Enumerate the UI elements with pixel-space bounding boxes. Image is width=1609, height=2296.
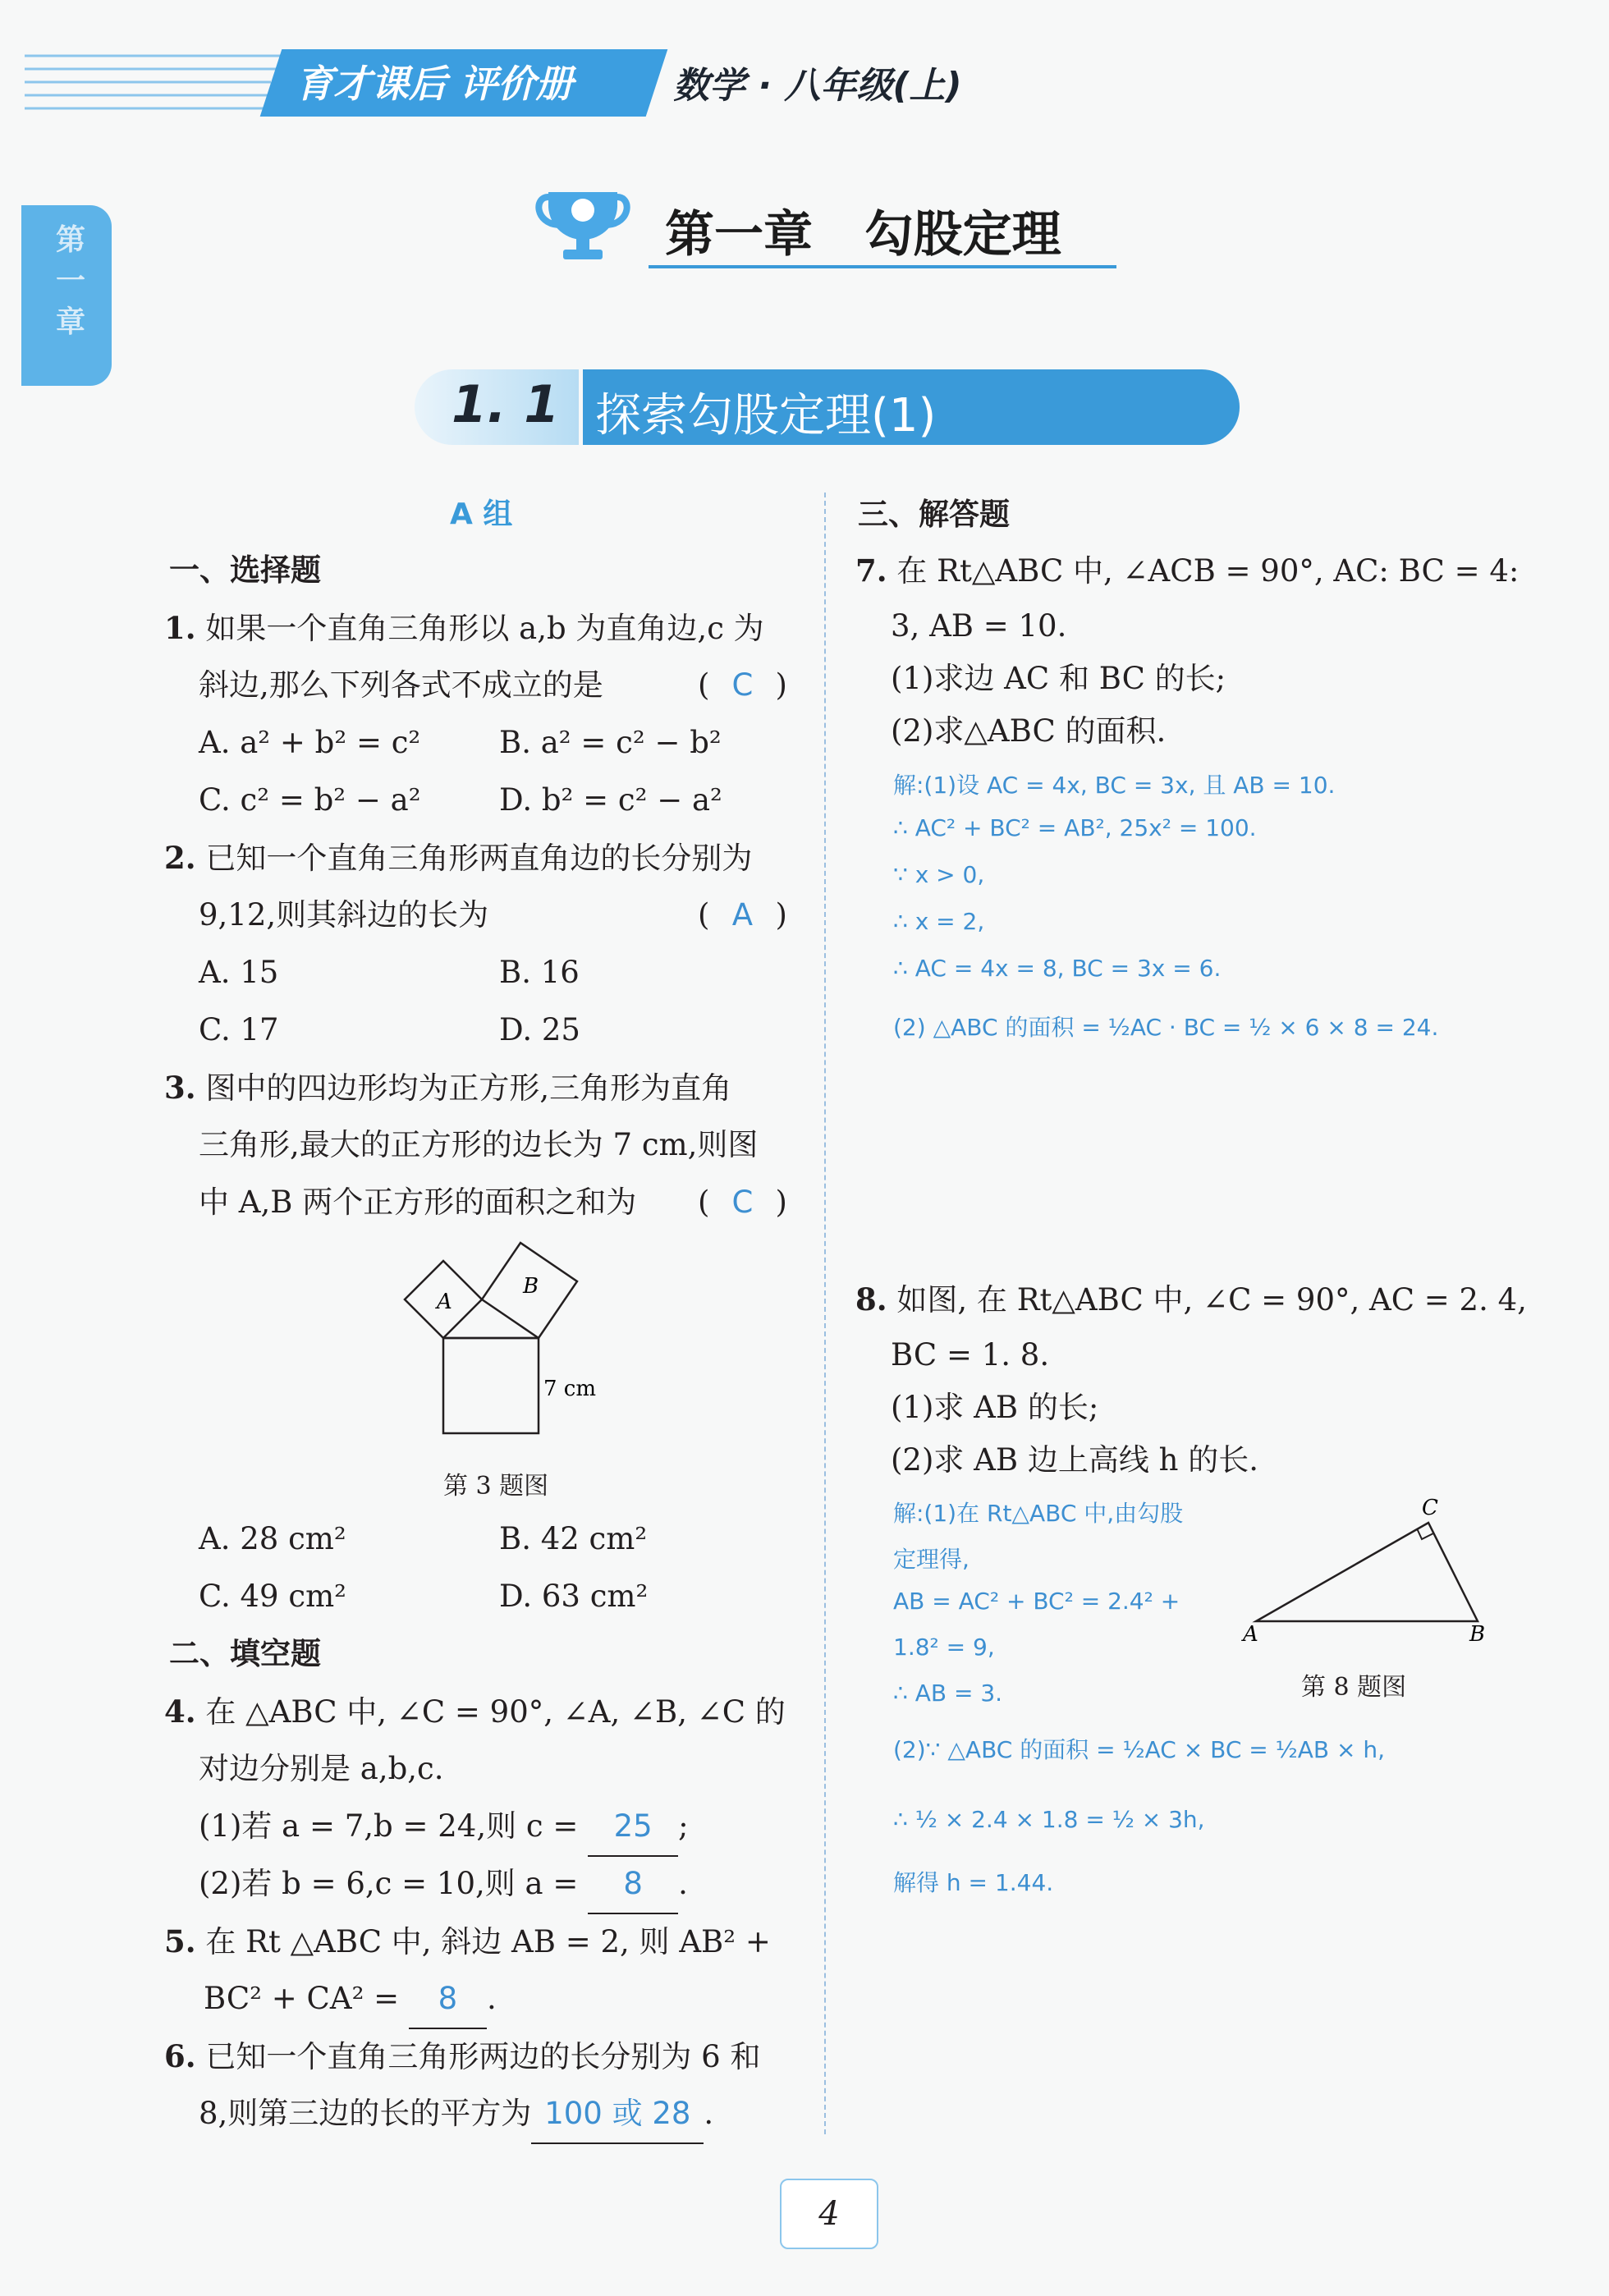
- q8-label-a: A: [1243, 1622, 1258, 1647]
- part2-heading: 二、填空题: [169, 1636, 321, 1671]
- q4-sub2: [199, 1855, 688, 1914]
- q6-text1: 已知一个直角三角形两边的长分别为 6 和: [205, 2039, 761, 2074]
- q7-sub1: (1)求边 AC 和 BC 的长;: [891, 661, 1226, 696]
- q7-sol-0: 解:(1)设 AC = 4x, BC = 3x, 且 AB = 10.: [893, 772, 1336, 799]
- q5-number: 5.: [164, 1923, 196, 1959]
- q4-sub1: [199, 1798, 689, 1857]
- part3-heading: 三、解答题: [858, 497, 1010, 532]
- q4-number: 4.: [164, 1693, 196, 1730]
- q7-line1: [855, 542, 1519, 600]
- q2-answer: A: [731, 897, 754, 933]
- q7-sub2: (2)求△ABC 的面积.: [891, 713, 1167, 749]
- header-bar: [25, 33, 1584, 131]
- q7-number: 7.: [855, 552, 887, 589]
- q1-line1: [164, 599, 764, 658]
- q8-sol-5: (2)∵ △ABC 的面积 = ½AC × BC = ½AB × h,: [893, 1736, 1386, 1763]
- q7-sol-3: ∴ x = 2,: [893, 908, 985, 935]
- q1-answer-paren: ( C ): [698, 657, 787, 714]
- q8-right-angle-mark: [1417, 1528, 1433, 1539]
- q1-answer: C: [731, 667, 754, 703]
- section-number: 1. 1: [452, 374, 560, 434]
- header-subject: 数学 · 八年级(上): [673, 65, 962, 107]
- q6-answer: 100 或 28: [531, 2085, 704, 2144]
- q7-sol-4: ∴ AC = 4x = 8, BC = 3x = 6.: [893, 955, 1222, 982]
- q6-text2: 8,则第三边的长的平方为: [199, 2096, 532, 2131]
- q4-text1: 在 △ABC 中, ∠C = 90°, ∠A, ∠B, ∠C 的: [205, 1694, 786, 1730]
- q3-label-length: 7 cm: [543, 1377, 597, 1401]
- part1-heading: 一、选择题: [169, 552, 321, 588]
- q6-number: 6.: [164, 2038, 196, 2074]
- q2-option-a: A. 15: [199, 955, 279, 990]
- q2-option-c: C. 17: [199, 1012, 279, 1047]
- page-number-box: [780, 2179, 878, 2249]
- q8-sub1: (1)求 AB 的长;: [891, 1390, 1099, 1425]
- q3-option-c: C. 49 cm²: [199, 1579, 346, 1614]
- q4-sub2-text: (2)若 b = 6,c = 10,则 a =: [199, 1866, 579, 1901]
- q8-triangle: [1256, 1523, 1478, 1621]
- q2-option-b: B. 16: [499, 955, 580, 990]
- q4-sub1-end: ;: [678, 1808, 689, 1844]
- q8-sol-4: ∴ AB = 3.: [893, 1680, 1003, 1707]
- q8-sol-2: AB = AC² + BC² = 2.4² +: [893, 1588, 1180, 1615]
- q6-line1: [164, 2028, 760, 2086]
- q4-sub2-end: .: [678, 1866, 688, 1901]
- q8-sol-1: 定理得,: [893, 1546, 970, 1573]
- q5-end: .: [486, 1981, 497, 2016]
- q3-number: 3.: [164, 1070, 196, 1106]
- q1-option-b: B. a² = c² − b²: [499, 725, 722, 760]
- q1-text1: 如果一个直角三角形以 a,b 为直角边,c 为: [205, 611, 764, 646]
- q3-answer: C: [731, 1185, 754, 1220]
- q8-text2: BC = 1. 8.: [891, 1337, 1050, 1373]
- q8-sol-3: 1.8² = 9,: [893, 1634, 995, 1661]
- q5-text2: BC² + CA² =: [204, 1981, 400, 2016]
- q7-sol-5: (2) △ABC 的面积 = ½AC · BC = ½ × 6 × 8 = 24.: [893, 1014, 1439, 1041]
- q2-number: 2.: [164, 840, 196, 876]
- q1-number: 1.: [164, 610, 196, 646]
- q8-sol-6: ∴ ½ × 2.4 × 1.8 = ½ × 3h,: [893, 1806, 1205, 1833]
- q8-line1: [855, 1271, 1527, 1329]
- q3-answer-paren: ( C ): [698, 1174, 787, 1231]
- q8-text1: 如图, 在 Rt△ABC 中, ∠C = 90°, AC = 2. 4,: [896, 1282, 1527, 1318]
- q1-option-a: A. a² + b² = c²: [199, 725, 421, 760]
- q5-line2: [204, 1970, 497, 2029]
- q5-text1: 在 Rt △ABC 中, 斜边 AB = 2, 则 AB² +: [205, 1924, 771, 1959]
- q8-sub2: (2)求 AB 边上高线 h 的长.: [891, 1442, 1258, 1478]
- group-label: A 组: [450, 497, 513, 531]
- q3-option-a: A. 28 cm²: [199, 1521, 346, 1556]
- q5-answer: 8: [409, 1970, 487, 2029]
- q2-text2: 9,12,则其斜边的长为: [199, 897, 489, 933]
- q4-answer2: 8: [588, 1855, 678, 1914]
- q5-line1: [164, 1913, 771, 1971]
- q4-text2: 对边分别是 a,b,c.: [199, 1751, 444, 1786]
- q2-option-d: D. 25: [499, 1012, 580, 1047]
- q8-sol-0: 解:(1)在 Rt△ABC 中,由勾股: [893, 1500, 1184, 1527]
- q1-option-c: C. c² = b² − a²: [199, 782, 421, 818]
- q8-label-c: C: [1422, 1496, 1438, 1520]
- q3-label-a: A: [437, 1290, 452, 1314]
- q7-text2: 3, AB = 10.: [891, 608, 1067, 644]
- header-series: 育才课后 评价册: [296, 62, 574, 106]
- chapter-title: 第一章 勾股定理: [665, 206, 1061, 264]
- q2-text1: 已知一个直角三角形两直角边的长分别为: [205, 841, 753, 876]
- page-number: 4: [818, 2195, 840, 2233]
- q4-sub1-text: (1)若 a = 7,b = 24,则 c =: [199, 1808, 579, 1844]
- q3-square-large: [443, 1338, 539, 1433]
- q2-line1: [164, 829, 752, 887]
- q8-figure: [1231, 1490, 1502, 1654]
- q8-label-b: B: [1469, 1622, 1486, 1647]
- side-chapter-tab: [21, 205, 112, 386]
- q3-text3: 中 A,B 两个正方形的面积之和为: [199, 1185, 637, 1220]
- q3-text1: 图中的四边形均为正方形,三角形为直角: [205, 1070, 732, 1106]
- section-banner: [415, 369, 1240, 445]
- q3-label-b: B: [523, 1274, 539, 1299]
- q1-option-d: D. b² = c² − a²: [499, 782, 722, 818]
- q3-figure: [386, 1231, 616, 1445]
- q8-number: 8.: [855, 1281, 887, 1318]
- trophy-icon: [534, 182, 632, 264]
- q6-end: .: [704, 2096, 714, 2131]
- q2-answer-paren: ( A ): [698, 887, 787, 944]
- q3-text2: 三角形,最大的正方形的边长为 7 cm,则图: [199, 1127, 759, 1162]
- column-divider: [824, 493, 826, 2134]
- q3-line1: [164, 1059, 731, 1117]
- q8-caption: 第 8 题图: [1301, 1673, 1407, 1702]
- q7-sol-2: ∵ x > 0,: [893, 861, 985, 888]
- q8-sol-7: 解得 h = 1.44.: [893, 1869, 1054, 1896]
- q4-answer1: 25: [588, 1798, 678, 1857]
- side-tab-label: 第一章: [55, 223, 85, 339]
- chapter-title-underline: [649, 265, 1116, 268]
- q4-line1: [164, 1683, 786, 1741]
- q7-sol-1: ∴ AC² + BC² = AB², 25x² = 100.: [893, 814, 1257, 841]
- q1-text2: 斜边,那么下列各式不成立的是: [199, 667, 603, 703]
- q3-caption: 第 3 题图: [443, 1472, 549, 1501]
- q6-line2: [199, 2085, 713, 2144]
- q3-option-d: D. 63 cm²: [499, 1579, 649, 1614]
- q3-option-b: B. 42 cm²: [499, 1521, 648, 1556]
- q7-text1: 在 Rt△ABC 中, ∠ACB = 90°, AC: BC = 4:: [896, 553, 1520, 589]
- section-title: 探索勾股定理(1): [595, 389, 937, 442]
